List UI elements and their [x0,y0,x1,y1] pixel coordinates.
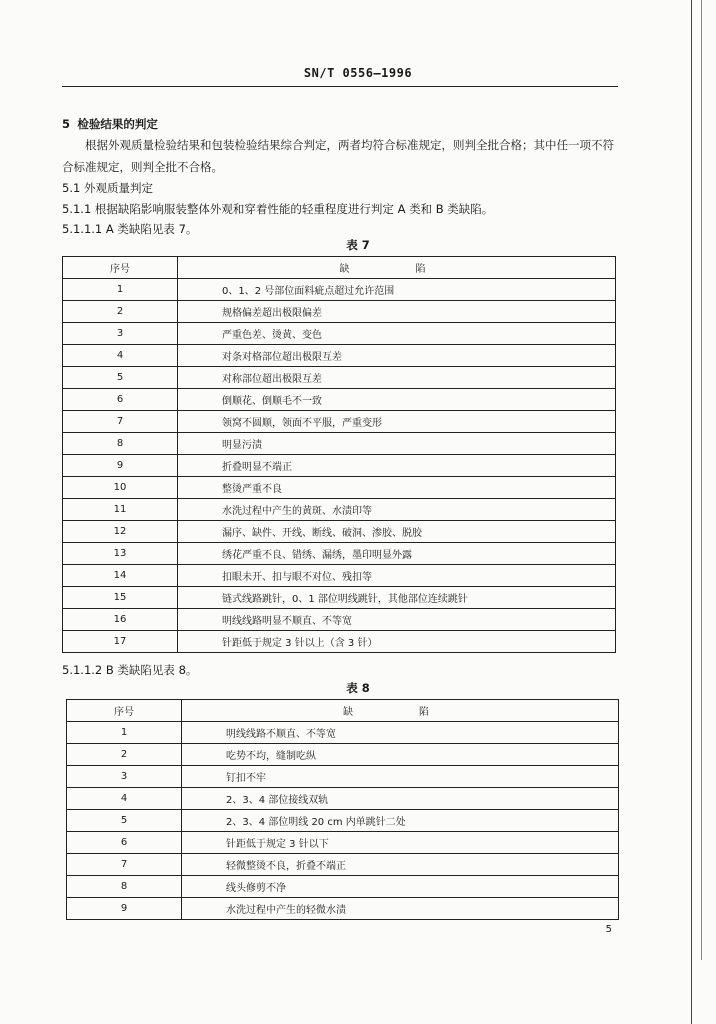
section-title: 检验结果的判定 [77,117,158,131]
table7-col-num: 序号 [63,257,178,279]
table-row [67,898,619,920]
row-defect: 对条对格部位超出极限互差 [178,345,616,367]
table7-caption: 表 7 [346,238,370,252]
table-row [67,810,619,832]
subsection-5-1: 5.1 外观质量判定 [62,181,153,195]
row-number: 12 [63,521,178,543]
table-row [63,345,616,367]
table-row [63,631,616,653]
row-defect: 水洗过程中产生的黄斑、水渍印等 [178,499,616,521]
row-defect: 领窝不圆顺，领面不平服，严重变形 [178,411,616,433]
row-defect: 整烫严重不良 [178,477,616,499]
table-row [63,301,616,323]
row-defect: 吃势不均，缝制吃纵 [182,744,619,766]
table-row [63,367,616,389]
row-defect: 水洗过程中产生的轻微水渍 [182,898,619,920]
row-defect: 倒顺花、倒顺毛不一致 [178,389,616,411]
section-heading [62,116,158,132]
table8-col-num: 序号 [67,700,182,722]
row-defect: 扣眼未开、扣与眼不对位、残扣等 [178,565,616,587]
row-number: 11 [63,499,178,521]
row-number: 7 [67,854,182,876]
row-defect: 明显污渍 [178,433,616,455]
table-row [63,499,616,521]
table-row [63,389,616,411]
section-paragraph: 根据外观质量检验结果和包装检验结果综合判定，两者均符合标准规定，则判全批合格；其中任一项不符合标准规定，则判全批不合格。 [62,138,614,174]
standard-code-header: SN/T 0556—1996 [303,66,413,80]
row-number: 6 [67,832,182,854]
row-number: 15 [63,587,178,609]
table-row [67,766,619,788]
table-row [63,411,616,433]
table-row [63,565,616,587]
row-defect: 轻微整烫不良，折叠不端正 [182,854,619,876]
table-row [63,609,616,631]
table-row [67,854,619,876]
table-8 [66,699,619,920]
header-rule [62,86,618,87]
table-row [67,744,619,766]
row-defect: 绣花严重不良、错绣、漏绣，墨印明显外露 [178,543,616,565]
row-defect: 钉扣不牢 [182,766,619,788]
row-defect: 针距低于规定 3 针以下 [182,832,619,854]
table-row [67,722,619,744]
table-row [63,543,616,565]
table-7 [62,256,616,653]
row-defect: 严重色差、烫黄、变色 [178,323,616,345]
section-number: 5 [62,117,71,131]
row-number: 8 [67,876,182,898]
row-number: 8 [63,433,178,455]
row-defect: 明线线路明显不顺直、不等宽 [178,609,616,631]
row-number: 4 [67,788,182,810]
row-defect: 2、3、4 部位明线 20 cm 内单跳针二处 [182,810,619,832]
table7-header-row [63,257,616,279]
scan-edge-line-2 [701,0,702,960]
subsection-5-1-1-2: 5.1.1.2 B 类缺陷见表 8。 [62,663,198,677]
row-defect: 0、1、2 号部位面料疵点超过允许范围 [178,279,616,301]
page-number: 5 [605,924,612,935]
table8-header-row [67,700,619,722]
table-row [63,433,616,455]
row-number: 16 [63,609,178,631]
row-number: 6 [63,389,178,411]
row-number: 4 [63,345,178,367]
row-defect: 明线线路不顺直、不等宽 [182,722,619,744]
table8-caption: 表 8 [346,681,370,695]
row-number: 1 [63,279,178,301]
scan-edge-line [691,0,692,1024]
row-number: 17 [63,631,178,653]
row-defect: 规格偏差超出极限偏差 [178,301,616,323]
row-number: 5 [63,367,178,389]
table-row [67,788,619,810]
table-row [63,455,616,477]
row-number: 14 [63,565,178,587]
row-number: 2 [63,301,178,323]
row-number: 7 [63,411,178,433]
row-number: 3 [67,766,182,788]
table-row [67,832,619,854]
row-number: 1 [67,722,182,744]
row-number: 5 [67,810,182,832]
table-row [63,521,616,543]
subsection-5-1-1: 5.1.1 根据缺陷影响服装整体外观和穿着性能的轻重程度进行判定 A 类和 B 类缺陷。 [62,202,494,216]
row-number: 10 [63,477,178,499]
table-row [63,477,616,499]
table-row [63,279,616,301]
table-row [63,587,616,609]
row-defect: 线头修剪不净 [182,876,619,898]
row-defect: 漏序、缺件、开线、断线、破洞、渗胶、脱胶 [178,521,616,543]
row-defect: 链式线路跳针，0、1 部位明线跳针，其他部位连续跳针 [178,587,616,609]
row-defect: 针距低于规定 3 针以上（含 3 针） [178,631,616,653]
row-defect: 对称部位超出极限互差 [178,367,616,389]
table-row [67,876,619,898]
row-defect: 2、3、4 部位接线双轨 [182,788,619,810]
subsection-5-1-1-1: 5.1.1.1 A 类缺陷见表 7。 [62,222,198,236]
row-number: 13 [63,543,178,565]
row-defect: 折叠明显不端正 [178,455,616,477]
table7-col-desc: 缺 陷 [178,257,616,279]
row-number: 9 [67,898,182,920]
row-number: 2 [67,744,182,766]
table8-col-desc: 缺 陷 [182,700,619,722]
row-number: 9 [63,455,178,477]
row-number: 3 [63,323,178,345]
table-row [63,323,616,345]
